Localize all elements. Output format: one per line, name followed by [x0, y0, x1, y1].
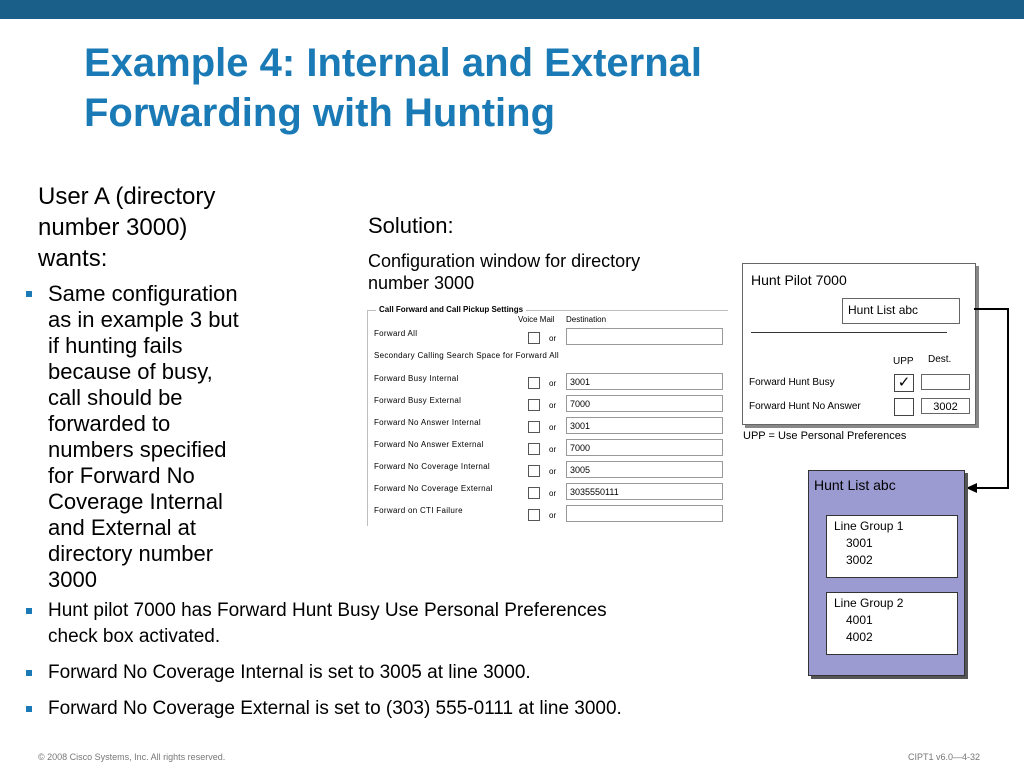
dest-column-label: Dest. — [928, 354, 952, 365]
bullet-line: because of busy, — [48, 359, 213, 384]
destination-input[interactable]: 3001 — [566, 373, 723, 390]
hunt-list-title: Hunt List abc — [814, 477, 896, 493]
copyright-footer: © 2008 Cisco Systems, Inc. All rights reserved. — [38, 752, 226, 762]
connector-arrow — [960, 300, 1020, 500]
destination-input[interactable]: 3005 — [566, 461, 723, 478]
or-label: or — [549, 467, 557, 476]
bullet-line: as in example 3 but — [48, 307, 239, 332]
voicemail-checkbox[interactable] — [528, 399, 540, 411]
row-label: Forward Busy External — [374, 396, 462, 405]
solution-caption — [368, 250, 640, 294]
destination-column-header: Destination — [566, 315, 607, 324]
row-label: Forward No Answer Internal — [374, 418, 481, 427]
bullet-line: if hunting fails — [48, 333, 183, 358]
bullet-line: 3000 — [48, 567, 97, 592]
forward-hunt-no-answer-upp-checkbox[interactable] — [894, 398, 914, 416]
or-label: or — [549, 511, 557, 520]
config-row-forward-cti-failure — [368, 504, 728, 526]
voicemail-checkbox[interactable] — [528, 487, 540, 499]
bullet-line: Hunt pilot 7000 has Forward Hunt Busy Use Personal Preferences — [48, 600, 607, 621]
solution-heading: Solution: — [368, 213, 454, 238]
or-label: or — [549, 379, 557, 388]
voicemail-checkbox[interactable] — [528, 377, 540, 389]
forward-hunt-busy-upp-checkbox[interactable]: ✓ — [894, 374, 914, 392]
or-label: or — [549, 401, 557, 410]
line-group-name: Line Group 2 — [834, 596, 904, 610]
destination-input[interactable]: 3001 — [566, 417, 723, 434]
lower-bullet-1 — [22, 598, 622, 650]
row-label: Forward No Coverage External — [374, 484, 493, 493]
lower-bullet-3 — [22, 696, 622, 722]
line-group-1-box — [826, 515, 958, 578]
bullet-line: Coverage Internal — [48, 489, 223, 514]
bullet-line: directory number — [48, 541, 214, 566]
row-label: Forward on CTI Failure — [374, 506, 463, 515]
upp-note: UPP = Use Personal Preferences — [743, 430, 907, 442]
main-bullet — [22, 281, 239, 593]
bullet-line: check box activated. — [48, 626, 221, 647]
line-group-member: 4002 — [846, 630, 873, 644]
destination-input[interactable] — [566, 505, 723, 522]
config-row-forward-no-coverage-internal — [368, 460, 728, 482]
line-group-name: Line Group 1 — [834, 519, 904, 533]
or-label: or — [549, 423, 557, 432]
config-row-forward-no-coverage-external — [368, 482, 728, 504]
title-line-1: Example 4: Internal and External — [84, 41, 702, 85]
bullet-line: numbers specified — [48, 437, 227, 462]
lower-bullet-2 — [22, 660, 622, 686]
destination-input[interactable]: 3035550111 — [566, 483, 723, 500]
row-label: Forward Busy Internal — [374, 374, 459, 383]
voicemail-column-header: Voice Mail — [518, 315, 555, 324]
or-label: or — [549, 489, 557, 498]
bullet-line: forwarded to — [48, 411, 171, 436]
divider — [751, 332, 947, 333]
forward-hunt-no-answer-dest-input[interactable]: 3002 — [921, 398, 970, 414]
voicemail-checkbox[interactable] — [528, 465, 540, 477]
config-row-forward-no-answer-internal — [368, 416, 728, 438]
forward-hunt-busy-label: Forward Hunt Busy — [749, 377, 835, 388]
bullet-line: for Forward No — [48, 463, 195, 488]
line-group-member: 4001 — [846, 613, 873, 627]
row-label: Forward No Coverage Internal — [374, 462, 491, 471]
bullet-marker — [26, 670, 32, 676]
hunt-list-field[interactable]: Hunt List abc — [842, 298, 960, 324]
row-label: Secondary Calling Search Space for Forward All — [374, 351, 559, 360]
destination-input[interactable]: 7000 — [566, 395, 723, 412]
bullet-line: Forward No Coverage Internal is set to 3005 at line 3000. — [48, 662, 531, 683]
config-row-forward-busy-external — [368, 394, 728, 416]
voicemail-checkbox[interactable] — [528, 332, 540, 344]
config-row-forward-all — [368, 327, 728, 349]
intro-line-2: number 3000) — [38, 214, 188, 241]
lower-bullet-list — [22, 598, 622, 732]
line-group-member: 3001 — [846, 536, 873, 550]
row-label: Forward All — [374, 329, 418, 338]
bullet-line: call should be — [48, 385, 183, 410]
voicemail-checkbox[interactable] — [528, 421, 540, 433]
line-group-member: 3002 — [846, 553, 873, 567]
bullet-marker — [26, 608, 32, 614]
config-row-secondary-css — [368, 349, 728, 371]
voicemail-checkbox[interactable] — [528, 443, 540, 455]
top-bar — [0, 0, 1024, 19]
bullet-line: Forward No Coverage External is set to (303) 555-0111 at line 3000. — [48, 698, 622, 719]
intro-line-3: wants: — [38, 245, 108, 272]
bullet-line: and External at — [48, 515, 196, 540]
row-label: Forward No Answer External — [374, 440, 484, 449]
title-line-2: Forwarding with Hunting — [84, 91, 556, 135]
voicemail-checkbox[interactable] — [528, 509, 540, 521]
destination-input[interactable]: 7000 — [566, 439, 723, 456]
intro-text — [38, 181, 215, 274]
hunt-pilot-title: Hunt Pilot 7000 — [751, 272, 847, 288]
config-section-title: Call Forward and Call Pickup Settings — [376, 305, 526, 314]
bullet-line: Same configuration — [48, 281, 238, 306]
destination-input[interactable] — [566, 328, 723, 345]
forward-hunt-no-answer-label: Forward Hunt No Answer — [749, 401, 861, 412]
config-panel — [367, 305, 728, 526]
bullet-marker — [26, 706, 32, 712]
or-label: or — [549, 445, 557, 454]
bullet-marker — [26, 291, 32, 297]
hunt-pilot-window — [742, 263, 976, 425]
caption-line-2: number 3000 — [368, 273, 475, 293]
upp-column-label: UPP — [893, 356, 914, 367]
slide-number-footer: CIPT1 v6.0—4-32 — [908, 752, 981, 762]
config-row-forward-no-answer-external — [368, 438, 728, 460]
line-group-2-box — [826, 592, 958, 655]
hunt-list-window — [808, 470, 965, 676]
intro-line-1: User A (directory — [38, 183, 216, 210]
main-bullet-list — [22, 281, 239, 593]
or-label: or — [549, 334, 557, 343]
slide-title — [84, 38, 984, 138]
config-row-forward-busy-internal — [368, 372, 728, 394]
caption-line-1: Configuration window for directory — [368, 251, 641, 271]
